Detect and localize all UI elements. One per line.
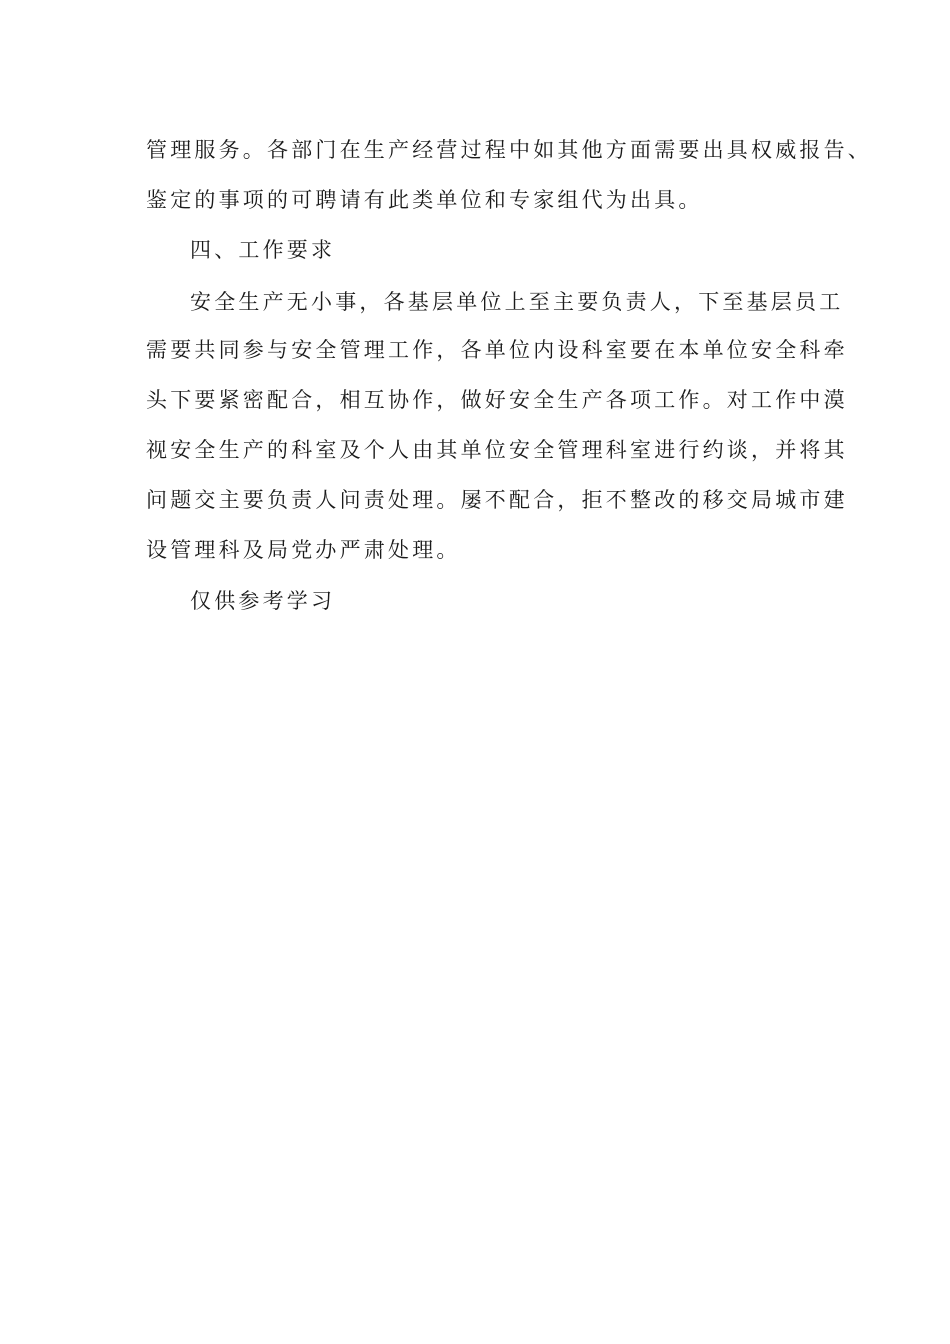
footer-note: 仅供参考学习 (190, 589, 336, 613)
paragraph-1-line-1: 管理服务。各部门在生产经营过程中如其他方面需要出具权威报告、 (146, 138, 872, 162)
paragraph-2-line-3: 头下要紧密配合，相互协作，做好安全生产各项工作。对工作中漠 (146, 388, 848, 412)
paragraph-2-line-5: 问题交主要负责人问责处理。屡不配合，拒不整改的移交局城市建 (146, 488, 848, 512)
paragraph-2-line-4: 视安全生产的科室及个人由其单位安全管理科室进行约谈，并将其 (146, 438, 848, 462)
section-heading: 四、工作要求 (190, 238, 336, 262)
paragraph-2-line-6: 设管理科及局党办严肃处理。 (146, 538, 461, 562)
paragraph-1-line-2: 鉴定的事项的可聘请有此类单位和专家组代为出具。 (146, 188, 703, 212)
paragraph-2-line-1: 安全生产无小事，各基层单位上至主要负责人，下至基层员工 (190, 290, 844, 314)
paragraph-2-line-2: 需要共同参与安全管理工作，各单位内设科室要在本单位安全科牵 (146, 338, 848, 362)
